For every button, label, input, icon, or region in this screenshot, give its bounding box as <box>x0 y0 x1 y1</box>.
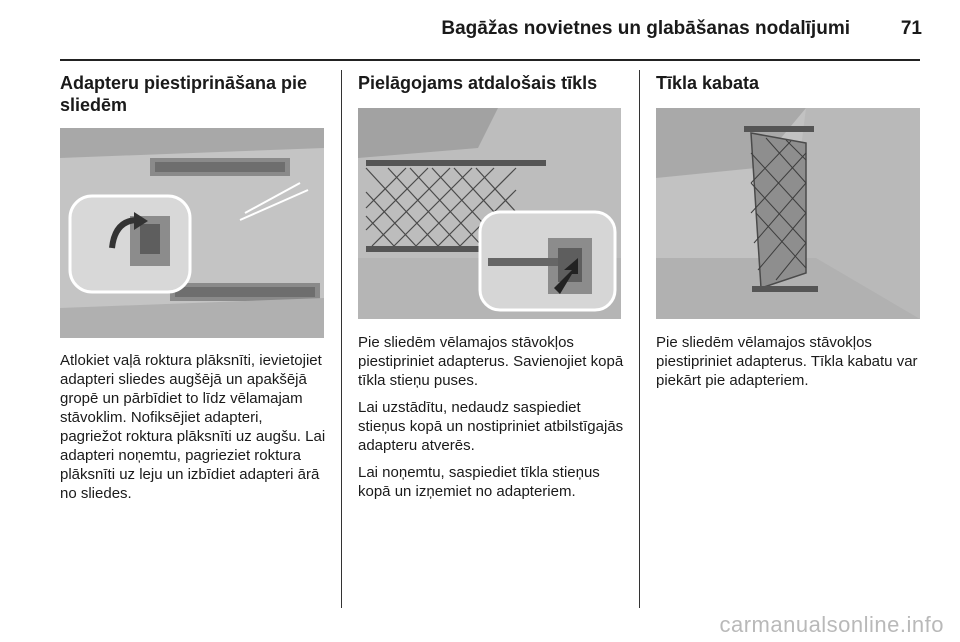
net-pocket-illustration-icon <box>656 108 920 319</box>
rail-adapter-illustration-icon <box>60 128 324 338</box>
paragraph: Pie sliedēm vēlamajos stāvokļos piestipriniet adapterus. Tīkla kabatu var piekārt pie adapteriem. <box>656 334 918 389</box>
section-heading: Tīkla kabata <box>656 73 760 93</box>
column-body <box>358 333 626 509</box>
column-partition-net <box>358 72 624 94</box>
page-number: 71 <box>900 18 922 39</box>
paragraph: Lai noņemtu, saspiediet tīkla stieņus kopā un izņemiet no adapteriem. <box>358 464 600 500</box>
header-rule <box>60 59 920 61</box>
column-body <box>60 351 326 511</box>
watermark: carmanualsonline.info <box>719 612 944 637</box>
column-rail-adapters <box>60 72 326 116</box>
partition-net-illustration-icon <box>358 108 621 319</box>
paragraph: Pie sliedēm vēlamajos stāvokļos piestipriniet adapterus. Savienojiet kopā tīkla stieņu puses. <box>358 334 624 389</box>
section-heading: Adapteru piestiprināšana pie sliedēm <box>60 73 308 115</box>
column-body <box>656 333 922 398</box>
section-heading: Pielāgojams atdalošais tīkls <box>358 73 598 93</box>
paragraph: Lai uzstādītu, nedaudz saspiediet stieņus kopā un nostipriniet atbilstīgajās adapteru atverēs. <box>358 399 624 454</box>
column-divider <box>639 70 640 608</box>
paragraph: Atlokiet vaļā roktura plāksnīti, ievietojiet adapteri sliedes augšējā un apakšējā gropē un pārbīdiet to līdz vēlamajam stāvoklim. Nofiksējiet adapteri, pagriežot roktura plāksnīti uz augšu. Lai adapteri noņemtu, pagrieziet roktura plāksnīti uz leju un izbīdiet adapteri ārā no sliedes. <box>60 352 326 502</box>
page-title: Bagāžas novietnes un glabāšanas nodalījumi <box>441 18 850 39</box>
column-net-pocket <box>656 72 922 94</box>
column-divider <box>341 70 342 608</box>
